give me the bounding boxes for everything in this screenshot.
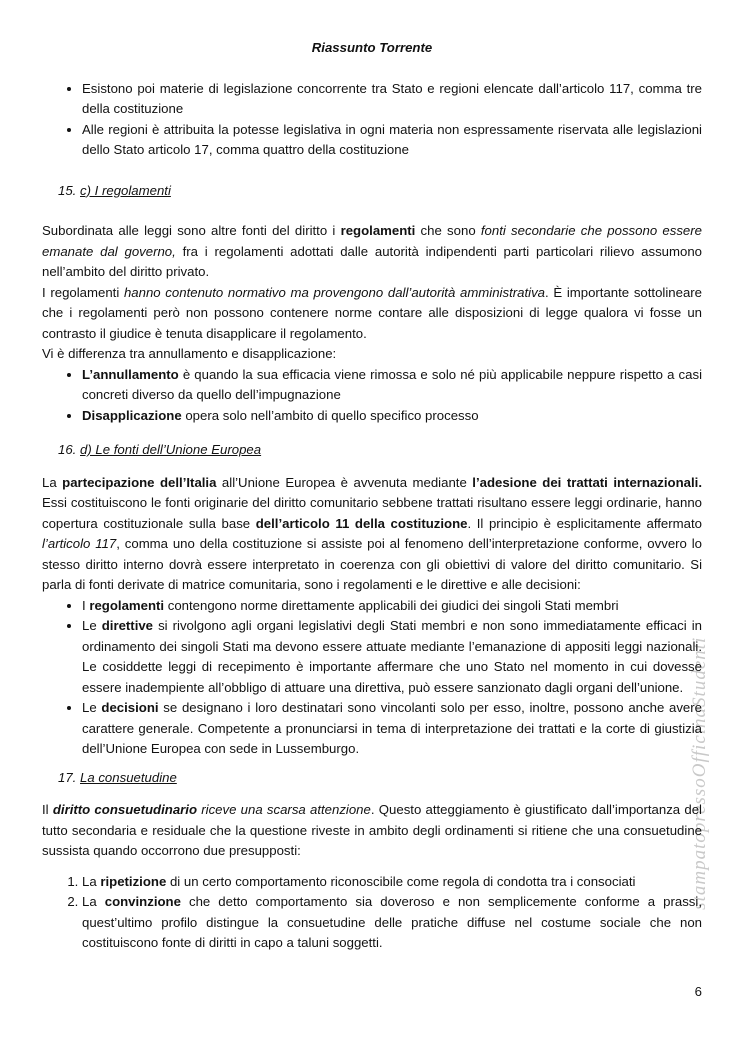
text-run: fra i regolamenti adottati dalle autorità indipendenti parti particolari rilievo assumono nell’ambito del diritto privato. bbox=[42, 243, 702, 279]
text-run: convinzione bbox=[104, 894, 181, 909]
text-run: all’Unione Europea è avvenuta mediante bbox=[216, 474, 473, 490]
section-heading-16 bbox=[42, 440, 702, 461]
text-run: La bbox=[42, 474, 63, 490]
text-run: direttive bbox=[101, 618, 154, 633]
text-run: Esistono poi materie di legislazione concorrente tra Stato e regioni elencate dall’articolo 117, comma tre della costituzione bbox=[82, 80, 702, 116]
text-run: che sono bbox=[415, 223, 481, 238]
presupposti-numbered-list bbox=[42, 872, 702, 954]
text-run: . È importante sottolineare che i regolamenti però non possono contenere norme contare alle disposizioni di legge qualora vi fosse un contrasto il giudice è tenuta disapplicare il regolamento. bbox=[42, 284, 702, 341]
list-item bbox=[82, 892, 702, 954]
list-item bbox=[82, 406, 702, 427]
text-run: La bbox=[82, 873, 101, 889]
text-run: . Questo atteggiamento è giustificato dall’importanza del tutto secondaria e residuale che la questione riveste in ambito degli ordinamenti si ritiene che una consuetudine sussista quando occorrono due presupposti: bbox=[42, 802, 702, 858]
text-run: l’adesione dei trattati internazionali. bbox=[472, 474, 702, 490]
text-run: ripetizione bbox=[100, 873, 167, 889]
text-run: se designano i loro destinatari sono vincolanti solo per esso, inoltre, possono anche avere carattere generale. Competente a pronunciarsi in tema di interpretazione dei trattati e la corte di giustizia dell’Unione Europea con sede in Lussemburgo. bbox=[82, 700, 702, 756]
text-run: Disapplicazione bbox=[82, 407, 182, 423]
text-run: Il bbox=[42, 802, 53, 817]
list-item bbox=[82, 698, 702, 760]
text-run: decisioni bbox=[101, 700, 159, 715]
text-run: La bbox=[82, 894, 105, 909]
text-run: Essi costituiscono le fonti originarie del diritto comunitario sebbene trattati risultano essere leggi ordinarie, hanno copertura costituzionale sulla base bbox=[42, 495, 702, 531]
text-run: che detto comportamento sia doveroso e non semplicemente conforme a prassi, quest’ultimo profilo distingue la consuetudine delle pratiche diffuse nel costume sociale che non costituiscono fonte di diritti in capo a taluni soggetti. bbox=[82, 894, 702, 950]
text-run: La consuetudine bbox=[80, 769, 177, 785]
text-run: riceve una scarsa attenzione bbox=[197, 802, 371, 817]
text-run: fonti secondarie che possono essere emanate dal governo, bbox=[42, 223, 702, 259]
page-number: 6 bbox=[694, 984, 702, 999]
paragraph-regolamenti-2 bbox=[42, 283, 702, 345]
paragraph-regolamenti-1 bbox=[42, 221, 702, 283]
text-run: d) Le fonti dell’Unione Europea bbox=[80, 442, 262, 457]
list-item bbox=[82, 596, 702, 617]
text-run: l’articolo 117 bbox=[42, 536, 117, 551]
list-item bbox=[82, 616, 702, 698]
text-run: regolamenti bbox=[89, 597, 165, 613]
text-run: contengono norme direttamente applicabili dei giudici dei singoli Stati membri bbox=[164, 597, 619, 613]
text-run: c) I regolamenti bbox=[80, 182, 171, 198]
paragraph-unione-europea bbox=[42, 473, 702, 596]
annullamento-bullet-list bbox=[42, 365, 702, 427]
text-run: L’annullamento bbox=[82, 366, 179, 382]
intro-bullet-list bbox=[42, 79, 702, 161]
text-run: partecipazione dell’Italia bbox=[62, 474, 217, 490]
paragraph-differenza bbox=[42, 344, 702, 365]
text-run: , comma uno della costituzione si assiste poi al fenomeno dell’interpretazione conforme, ovvero lo stesso diritto interno dovrà essere interpretato in coerenza con gli obiettivi di valore del diritto comunitario. Si parla di fonti derivate di matrice comunitaria, sono i regolamenti e le direttive e alle decisioni: bbox=[42, 536, 702, 592]
text-run: Subordinata alle leggi sono altre fonti del diritto i bbox=[42, 223, 341, 238]
list-item bbox=[82, 79, 702, 120]
fonti-ue-bullet-list bbox=[42, 596, 702, 760]
section-heading-17 bbox=[42, 768, 702, 789]
text-run: di un certo comportamento riconoscibile come regola di condotta tra i consociati bbox=[166, 873, 636, 889]
text-run: 15. bbox=[58, 182, 80, 198]
text-run: I regolamenti bbox=[42, 284, 124, 300]
text-run: I bbox=[82, 597, 90, 613]
text-run: Vi è differenza tra annullamento e disapplicazione: bbox=[42, 346, 337, 361]
paragraph-consuetudine bbox=[42, 800, 702, 862]
text-run: Alle regioni è attribuita la potesse legislativa in ogni materia non espressamente riservata alle legislazioni dello Stato articolo 17, comma quattro della costituzione bbox=[82, 121, 702, 157]
list-item bbox=[82, 872, 702, 893]
text-run: diritto consuetudinario bbox=[52, 802, 198, 817]
text-run: Le bbox=[82, 700, 102, 715]
text-run: . Il principio è esplicitamente affermato bbox=[467, 515, 702, 531]
list-item bbox=[82, 120, 702, 161]
page-title: Riassunto Torrente bbox=[311, 40, 433, 55]
text-run: opera solo nell’ambito di quello specifico processo bbox=[181, 407, 479, 423]
text-run: 16. bbox=[58, 442, 80, 457]
section-heading-15 bbox=[42, 181, 702, 202]
text-run: 17. bbox=[58, 769, 80, 785]
text-run: Le bbox=[82, 618, 102, 633]
text-run: si rivolgono agli organi legislativi degli Stati membri e non sono immediatamente efficaci in ordinamento dei singoli Stati ma devono essere attuate mediante l’emanazione di appositi leggi nazionali. Le cosiddette leggi di recepimento è importante affermare che uno Stato nel momento in cui dovesse essere inadempiente all’obbligo di attuare una direttiva, può essere sanzionato dagli organi dell’unione. bbox=[82, 618, 702, 695]
text-run: regolamenti bbox=[340, 223, 416, 238]
text-run: dell’articolo 11 della costituzione bbox=[255, 515, 468, 531]
list-item bbox=[82, 365, 702, 406]
watermark-text: stampatopressoOfficinaStudenti bbox=[688, 636, 710, 910]
text-run: hanno contenuto normativo ma provengono dall’autorità amministrativa bbox=[123, 284, 545, 300]
text-run: è quando la sua efficacia viene rimossa e solo né più applicabile neppure rispetto a casi concreti diverso da quello dell’impugnazione bbox=[82, 366, 702, 402]
